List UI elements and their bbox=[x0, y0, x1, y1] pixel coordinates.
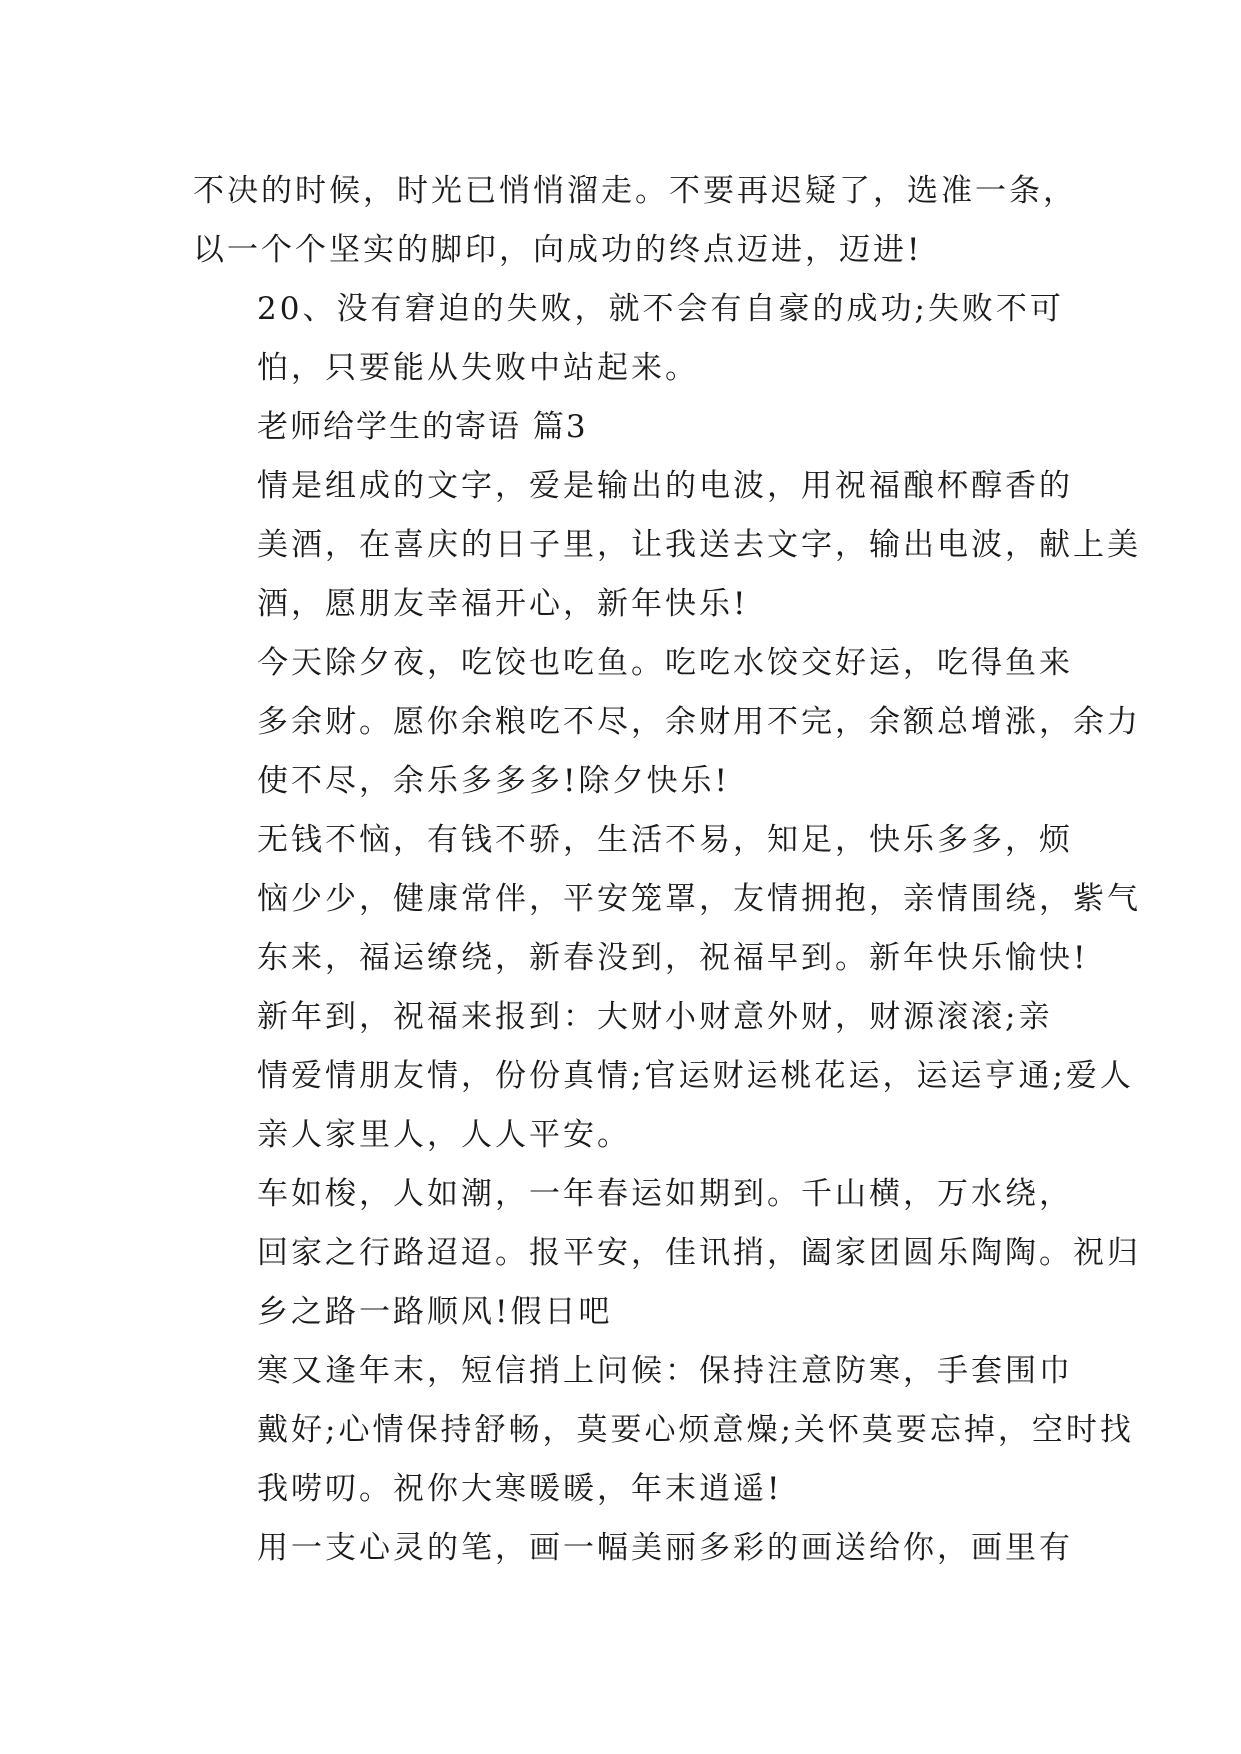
text-line: 乡之路一路顺风!假日吧 bbox=[257, 1294, 613, 1330]
text-line: 情是组成的文字，爱是输出的电波，用祝福酿杯醇香的 bbox=[257, 468, 1073, 504]
text-line: 不决的时候，时光已悄悄溜走。不要再迟疑了，选准一条， bbox=[193, 173, 1077, 209]
text-line: 情爱情朋友情，份份真情;官运财运桃花运，运运亨通;爱人 bbox=[257, 1058, 1134, 1094]
text-line: 车如梭，人如潮，一年春运如期到。千山横，万水绕， bbox=[257, 1176, 1073, 1212]
paragraph bbox=[193, 634, 1141, 811]
text-line: 酒，愿朋友幸福开心，新年快乐! bbox=[257, 586, 749, 622]
paragraph bbox=[193, 162, 1077, 280]
text-line: 老师给学生的寄语 篇3 bbox=[257, 409, 588, 445]
paragraph bbox=[193, 1342, 1134, 1519]
text-line: 亲人家里人，人人平安。 bbox=[257, 1117, 631, 1153]
text-line: 戴好;心情保持舒畅，莫要心烦意燥;关怀莫要忘掉，空时找 bbox=[257, 1412, 1134, 1448]
paragraph bbox=[193, 1519, 1073, 1578]
text-line: 使不尽，余乐多多多!除夕快乐! bbox=[257, 763, 730, 799]
text-line: 新年到，祝福来报到：大财小财意外财，财源滚滚;亲 bbox=[257, 999, 1053, 1035]
text-line: 以一个个坚实的脚印，向成功的终点迈进，迈进! bbox=[193, 232, 923, 268]
text-line: 用一支心灵的笔，画一幅美丽多彩的画送给你，画里有 bbox=[257, 1530, 1073, 1566]
text-line: 怕，只要能从失败中站起来。 bbox=[257, 350, 699, 386]
text-line: 多余财。愿你余粮吃不尽，余财用不完，余额总增涨，余力 bbox=[257, 704, 1141, 740]
text-line: 无钱不恼，有钱不骄，生活不易，知足，快乐多多，烦 bbox=[257, 822, 1073, 858]
text-line: 我唠叨。祝你大寒暖暖，年末逍遥! bbox=[257, 1471, 783, 1507]
paragraph bbox=[193, 1165, 1141, 1342]
text-line: 美酒，在喜庆的日子里，让我送去文字，输出电波，献上美 bbox=[257, 527, 1141, 563]
text-line: 恼少少，健康常伴，平安笼罩，友情拥抱，亲情围绕，紫气 bbox=[257, 881, 1141, 917]
section-heading bbox=[193, 398, 1053, 457]
document-body bbox=[193, 162, 1141, 1578]
text-line: 20、没有窘迫的失败，就不会有自豪的成功;失败不可 bbox=[257, 291, 1064, 327]
paragraph bbox=[193, 988, 1134, 1165]
text-line: 东来，福运缭绕，新春没到，祝福早到。新年快乐愉快! bbox=[257, 940, 1089, 976]
paragraph bbox=[193, 811, 1141, 988]
paragraph bbox=[193, 280, 1064, 398]
text-line: 寒又逢年末，短信捎上问候：保持注意防寒，手套围巾 bbox=[257, 1353, 1073, 1389]
text-line: 回家之行路迢迢。报平安，佳讯捎，阖家团圆乐陶陶。祝归 bbox=[257, 1235, 1141, 1271]
text-line: 今天除夕夜，吃饺也吃鱼。吃吃水饺交好运，吃得鱼来 bbox=[257, 645, 1073, 681]
paragraph bbox=[193, 457, 1141, 634]
